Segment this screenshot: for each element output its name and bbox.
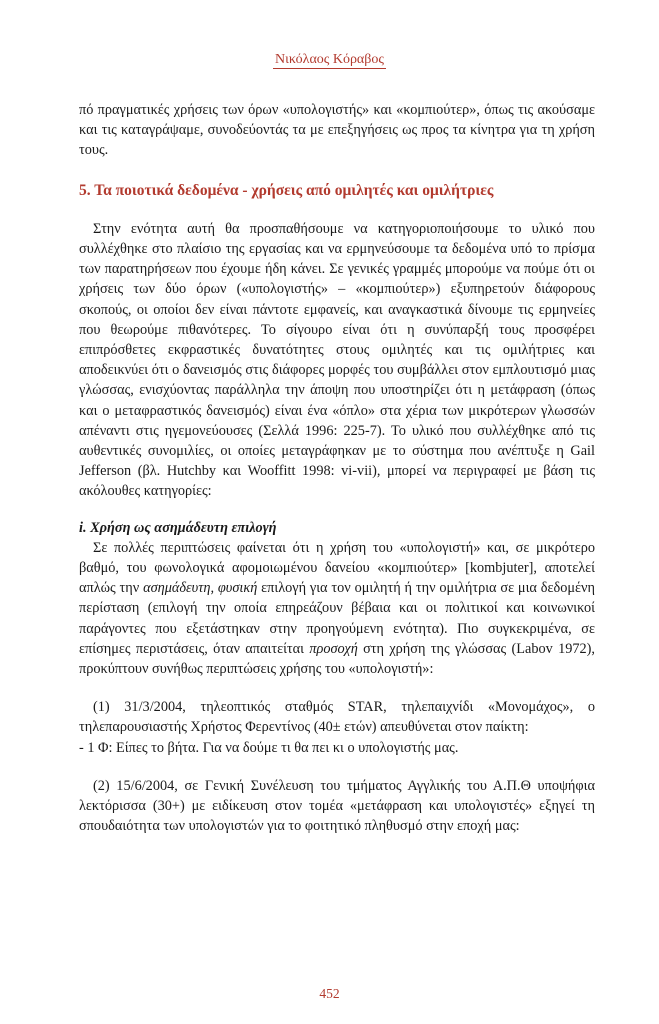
example-2: (2) 15/6/2004, σε Γενική Συνέλευση του τμήματος Αγγλικής του Α.Π.Θ υποψήφια λεκτόρισσα (30+) με ειδίκευση στον τομέα «μετάφραση και υπολογιστές» εξηγεί τη σπουδαιότητα των υπολογιστών για το φοιτητικό πληθυσμό στην εποχή μας: — [79, 777, 595, 835]
page-body — [79, 100, 595, 837]
example-1: (1) 31/3/2004, τηλεοπτικός σταθμός STAR, τηλεπαιχνίδι «Μονομάχος», ο τηλεπαρουσιαστής Χρήστος Φερεντίνος (40± ετών) απευθύνεται στον παίκτη: — [79, 699, 595, 736]
text-run: επιλογή για τον ομιλητή ή την ομιλήτρια σε μια δεδομένη περίσταση (επιλογή την οποία επηρεάζουν βέβαια και οι πολιτικοί και κοινωνικοί παράγοντες που εξετάστηκαν στην προηγούμενη ενότητα). Πιο συγκεκριμένα, σε επίσημες περιστάσεις, όταν απαιτείται — [79, 580, 595, 657]
example-1-transcript: - 1 Φ: Είπες το βήτα. Για να δούμε τι θα πει κι ο υπολογιστής μας. — [79, 739, 459, 756]
running-header — [0, 52, 659, 68]
paragraph: Στην ενότητα αυτή θα προσπαθήσουμε να κατηγοριοποιήσουμε το υλικό που συλλέχθηκε στο πλαίσιο της εργασίας και να ερμηνεύσουμε τα δεδομένα υπό το πρίσμα των παρατηρήσεων που έχουμε ήδη κάνει. Σε γενικές γραμμές μπορούμε να πούμε ότι οι χρήσεις των δύο όρων («υπολογιστής» – «κομπιούτερ») εξυπηρετούν διάφορους σκοπούς, οι οποίοι δεν είναι πάντοτε εμφανείς, και αναγκαστικά δίνουμε τις ερμηνείες που θεωρούμε πιθανότερες. Το σίγουρο είναι ότι η συνύπαρξή τους προσφέρει επιπρόσθετες εκφραστικές δυνατότητες στους ομιλητές και τις ομιλήτριες και αποδεικνύει ότι ο δανεισμός στις διάφορες μορφές του συμβάλλει στον εμπλουτισμό μιας γλώσσας, ενισχύοντας παράλληλα την άποψη που υποστηρίζει ότι η μετάφραση (όπως και ο μεταφραστικός δανεισμός) είναι ένα «όπλο» στα χέρια των μικρότερων γλωσσών απέναντι στις ηγεμονεύουσες (Σελλά 1996: 225-7). Το υλικό που συλλέχθηκε από τις αυθεντικές συνομιλίες, οι οποίες μεταγράφηκαν με το σύστημα που ανέπτυξε η Gail Jefferson (βλ. Hutchby και Wooffitt 1998: vi-vii), μπορεί να περιγραφεί με βάση τις ακόλουθες κατηγορίες: — [79, 220, 595, 500]
emphasis: προσοχή — [309, 640, 358, 657]
paragraph-continuation: πό πραγματικές χρήσεις των όρων «υπολογιστής» και «κομπιούτερ», όπως τις ακούσαμε και τις καταγράψαμε, συνοδεύοντάς τα με επεξηγήσεις ως προς τα κίνητρα για τη χρήση τους. — [79, 102, 595, 159]
page-number: 452 — [319, 986, 340, 1001]
paragraph — [79, 538, 595, 679]
running-title: Νικόλαος Κόραβος — [275, 52, 384, 67]
text-run: Σε πολλές περιπτώσεις φαίνεται ότι η χρήση του «υπολογιστή» και, σε μικρότερο βαθμό, του φωνολογικά αφομοιωμένου δανείου «κομπιούτερ» [kombjuter], αποτελεί απλώς την — [79, 539, 595, 597]
emphasis: ασημάδευτη, φυσική — [143, 580, 258, 597]
section-heading: 5. Τα ποιοτικά δεδομένα - χρήσεις από ομιλητές και ομιλήτριες — [79, 181, 494, 199]
text-run: στη χρήση της γλώσσας (Labov 1972), προκύπτουν συνήθως περιπτώσεις χρήσης του «υπολογιστή»: — [79, 640, 595, 678]
subsection-heading: i. Χρήση ως ασημάδευτη επιλογή — [79, 519, 277, 536]
